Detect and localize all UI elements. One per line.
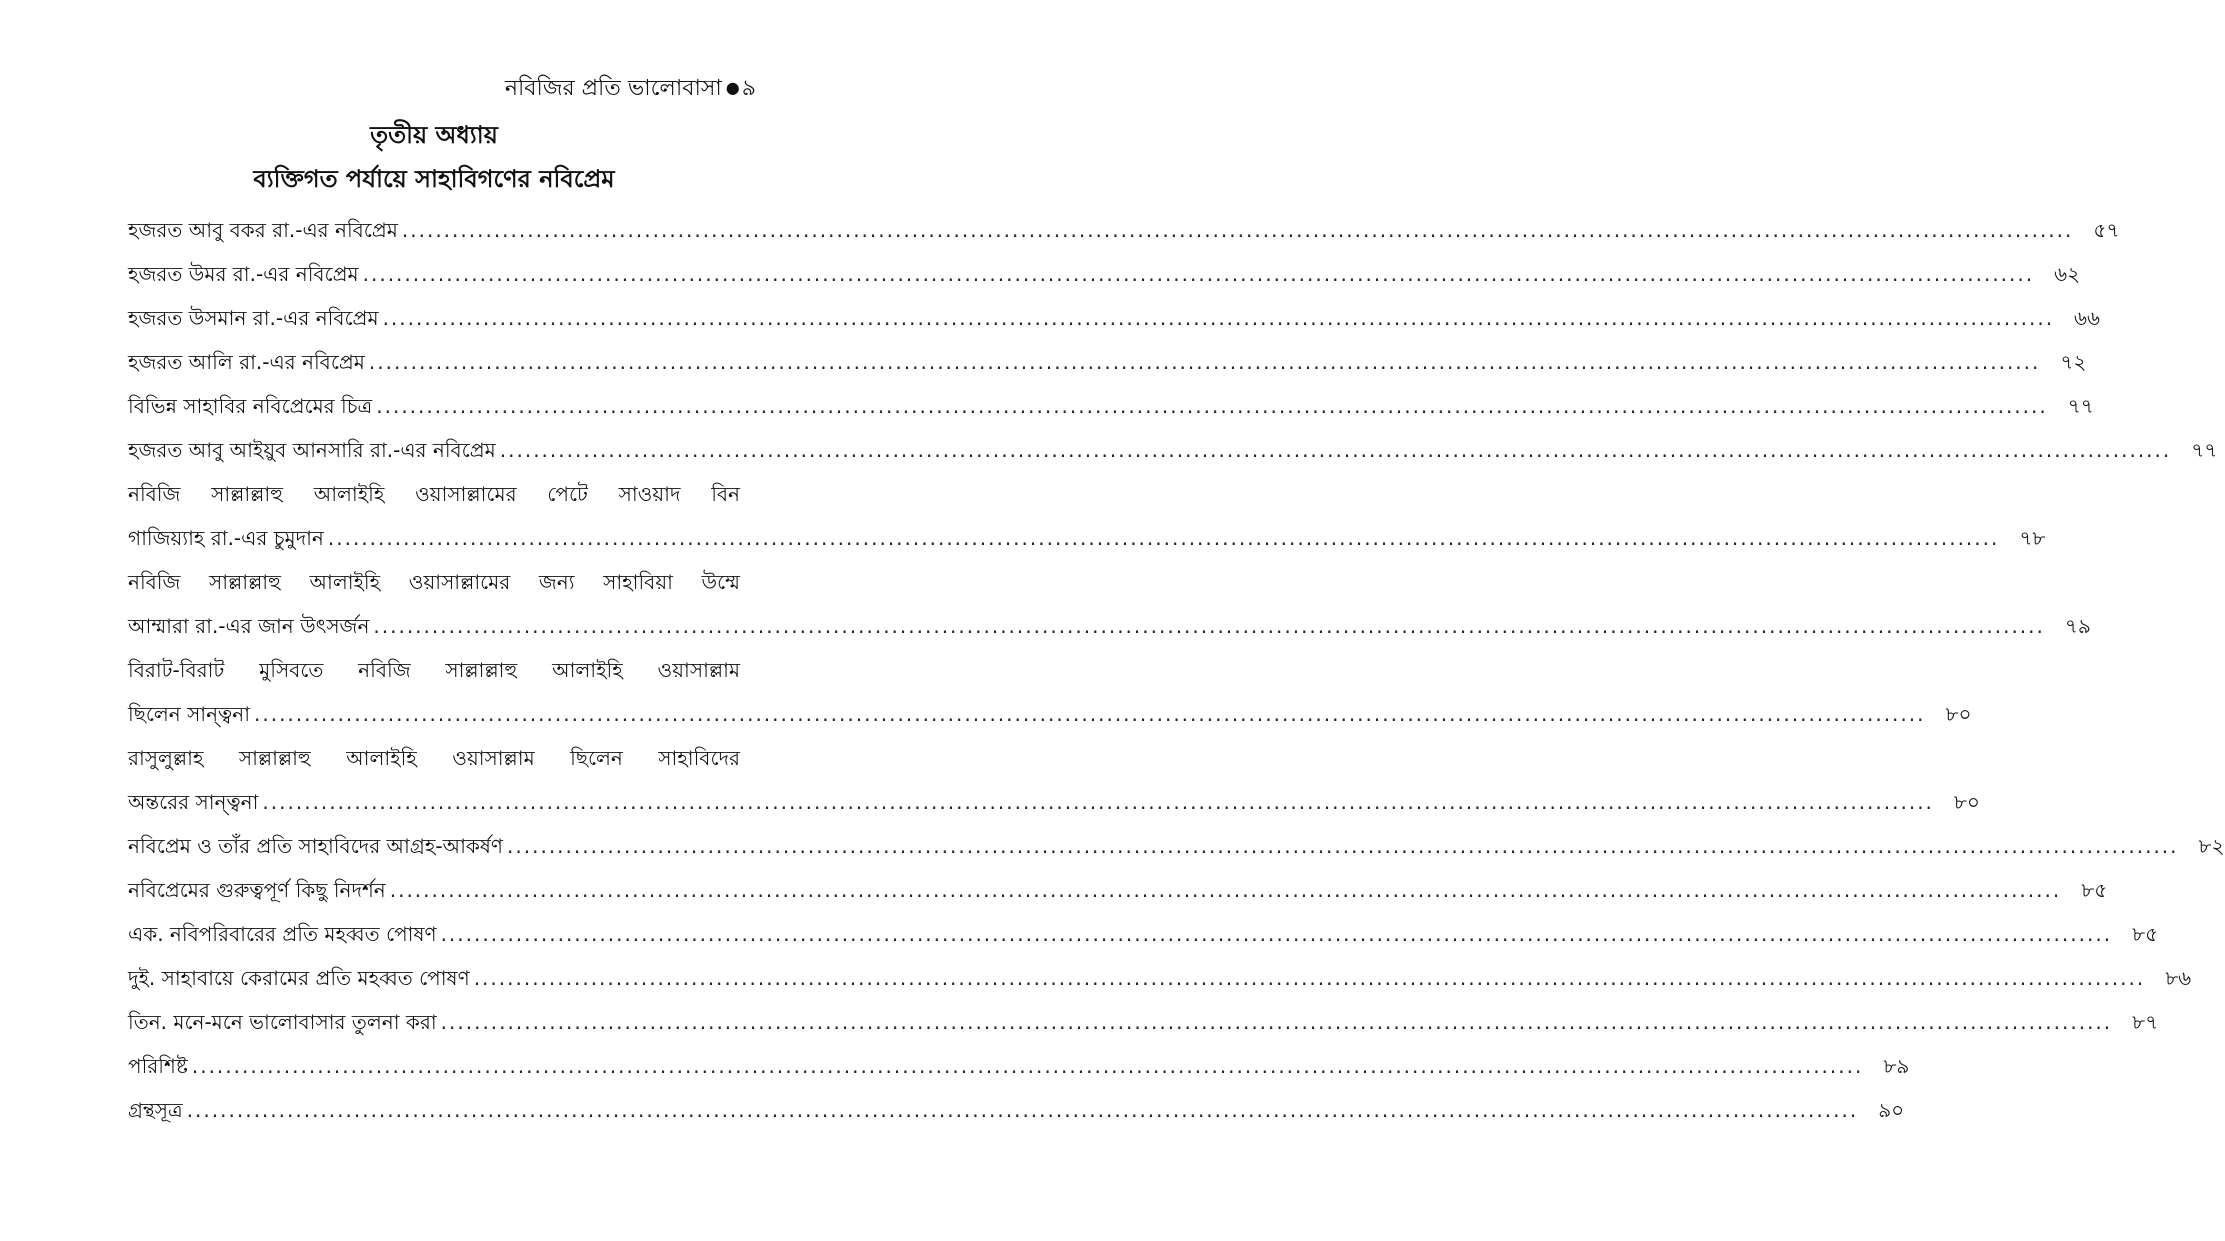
section-title: ব্যক্তিগত পর্যায়ে সাহাবিগণের নবিপ্রেম xyxy=(253,165,615,193)
dot-leader: ........................................................................................................................................................................................................ xyxy=(499,438,2172,462)
toc-entry-page: ৭৭ xyxy=(2067,394,2094,418)
toc-entry xyxy=(128,736,1980,824)
toc-entry-page: ৮৫ xyxy=(2081,878,2108,902)
dot-leader: ........................................................................................................................................................................................................ xyxy=(376,394,2048,418)
toc-entry-page: ৮৭ xyxy=(2132,1010,2159,1034)
toc-entry xyxy=(128,296,2101,340)
toc-entry-page: ৮২ xyxy=(2198,834,2225,858)
page-number: ৯ xyxy=(741,76,756,101)
toc-entry-page: ৭৮ xyxy=(2019,526,2046,550)
toc-entry xyxy=(128,1000,2159,1044)
toc-entry xyxy=(128,340,2087,384)
running-head-title: নবিজির প্রতি ভালোবাসা xyxy=(504,76,722,101)
toc-entry-title-line: নবিজি সাল্লাল্লাহু আলাইহি ওয়াসাল্লামের জন্য সাহাবিয়া উম্মে xyxy=(128,570,740,594)
toc-entry-page: ৮০ xyxy=(1945,702,1972,726)
toc-entry-title: হজরত উমর রা.-এর নবিপ্রেম xyxy=(128,262,359,286)
toc-entry-page: ৭২ xyxy=(2060,350,2087,374)
toc-entry-title: হজরত উসমান রা.-এর নবিপ্রেম xyxy=(128,306,379,330)
toc-entry-page: ৫৭ xyxy=(2093,218,2120,242)
dot-leader: ........................................................................................................................................................................................................ xyxy=(401,218,2074,242)
toc-entry-title: ছিলেন সান্ত্বনা xyxy=(128,702,250,726)
toc-entry xyxy=(128,956,2192,1000)
dot-leader: ........................................................................................................................................................................................................ xyxy=(382,306,2055,330)
toc-entry-title: হজরত আবু আইয়ুব আনসারি রা.-এর নবিপ্রেম xyxy=(128,438,496,462)
toc-entry-title: তিন. মনে-মনে ভালোবাসার তুলনা করা xyxy=(128,1010,437,1034)
toc-entry-title: গ্রন্থসূত্র xyxy=(128,1098,183,1122)
toc-entry-title: পরিশিষ্ট xyxy=(128,1054,188,1078)
dot-leader: ........................................................................................................................................................................................................ xyxy=(262,790,1934,814)
toc-entry-title: হজরত আবু বকর রা.-এর নবিপ্রেম xyxy=(128,218,398,242)
chapter-title: তৃতীয় অধ্যায় xyxy=(370,121,498,149)
toc-entry-title: আম্মারা রা.-এর জান উৎসর্জন xyxy=(128,614,370,638)
toc-entry-page: ৮৯ xyxy=(1883,1054,1910,1078)
toc-entry xyxy=(128,472,2046,560)
toc-entry-title: গাজিয়্যাহ রা.-এর চুমুদান xyxy=(128,526,324,550)
toc-entry-title-line: রাসুলুল্লাহ সাল্লাল্লাহু আলাইহি ওয়াসাল্লাম ছিলেন সাহাবিদের xyxy=(128,746,740,770)
toc-entry-title: বিভিন্ন সাহাবির নবিপ্রেমের চিত্র xyxy=(128,394,373,418)
toc-entry-title-line: বিরাট-বিরাট মুসিবতে নবিজি সাল্লাল্লাহু আলাইহি ওয়াসাল্লাম xyxy=(128,658,740,682)
toc-entry xyxy=(128,428,2218,472)
dot-leader: ........................................................................................................................................................................................................ xyxy=(186,1098,1859,1122)
toc-entry-title: এক. নবিপরিবারের প্রতি মহব্বত পোষণ xyxy=(128,922,437,946)
dot-leader: ........................................................................................................................................................................................................ xyxy=(389,878,2062,902)
dot-leader: ........................................................................................................................................................................................................ xyxy=(254,702,1926,726)
toc-entry xyxy=(128,208,2120,252)
dot-leader: ........................................................................................................................................................................................................ xyxy=(368,350,2041,374)
toc-entry-page: ৬৬ xyxy=(2074,306,2101,330)
toc-entry-page: ৮৫ xyxy=(2132,922,2159,946)
toc-entry xyxy=(128,912,2159,956)
dot-leader: ........................................................................................................................................................................................................ xyxy=(327,526,2000,550)
toc-entry-page: ৮৬ xyxy=(2165,966,2192,990)
dot-leader: ........................................................................................................................................................................................................ xyxy=(191,1054,1864,1078)
dot-leader: ........................................................................................................................................................................................................ xyxy=(473,966,2146,990)
toc-entry xyxy=(128,824,2225,868)
dot-leader: ........................................................................................................................................................................................................ xyxy=(507,834,2179,858)
toc-entry-title: নবিপ্রেম ও তাঁর প্রতি সাহাবিদের আগ্রহ-আকর্ষণ xyxy=(128,834,504,858)
toc-entry-title: নবিপ্রেমের গুরুত্বপূর্ণ কিছু নিদর্শন xyxy=(128,878,386,902)
toc-entry-title: অন্তরের সান্ত্বনা xyxy=(128,790,259,814)
toc-entry-page: ৯০ xyxy=(1878,1098,1905,1122)
toc-entry-page: ৮০ xyxy=(1953,790,1980,814)
dot-leader: ........................................................................................................................................................................................................ xyxy=(440,922,2113,946)
toc-entry xyxy=(128,648,1972,736)
toc-entry xyxy=(128,560,2091,648)
toc-entry-page: ৬২ xyxy=(2054,262,2081,286)
dot-leader: ........................................................................................................................................................................................................ xyxy=(440,1010,2113,1034)
toc-entry-title-line: নবিজি সাল্লাল্লাহু আলাইহি ওয়াসাল্লামের পেটে সাওয়াদ বিন xyxy=(128,482,740,506)
toc-entry xyxy=(128,1044,1910,1088)
dot-leader: ........................................................................................................................................................................................................ xyxy=(373,614,2045,638)
toc-entry xyxy=(128,384,2094,428)
toc-entry xyxy=(128,868,2108,912)
bullet-icon: ● xyxy=(725,78,740,97)
toc-entry xyxy=(128,252,2081,296)
toc-entry-title: হজরত আলি রা.-এর নবিপ্রেম xyxy=(128,350,365,374)
toc-entry-page: ৭৭ xyxy=(2191,438,2218,462)
toc-entry xyxy=(128,1088,1905,1132)
running-head xyxy=(505,70,756,107)
toc-entry-title: দুই. সাহাবায়ে কেরামের প্রতি মহব্বত পোষণ xyxy=(128,966,470,990)
table-of-contents xyxy=(128,208,2225,1132)
dot-leader: ........................................................................................................................................................................................................ xyxy=(362,262,2035,286)
toc-entry-page: ৭৯ xyxy=(2064,614,2091,638)
